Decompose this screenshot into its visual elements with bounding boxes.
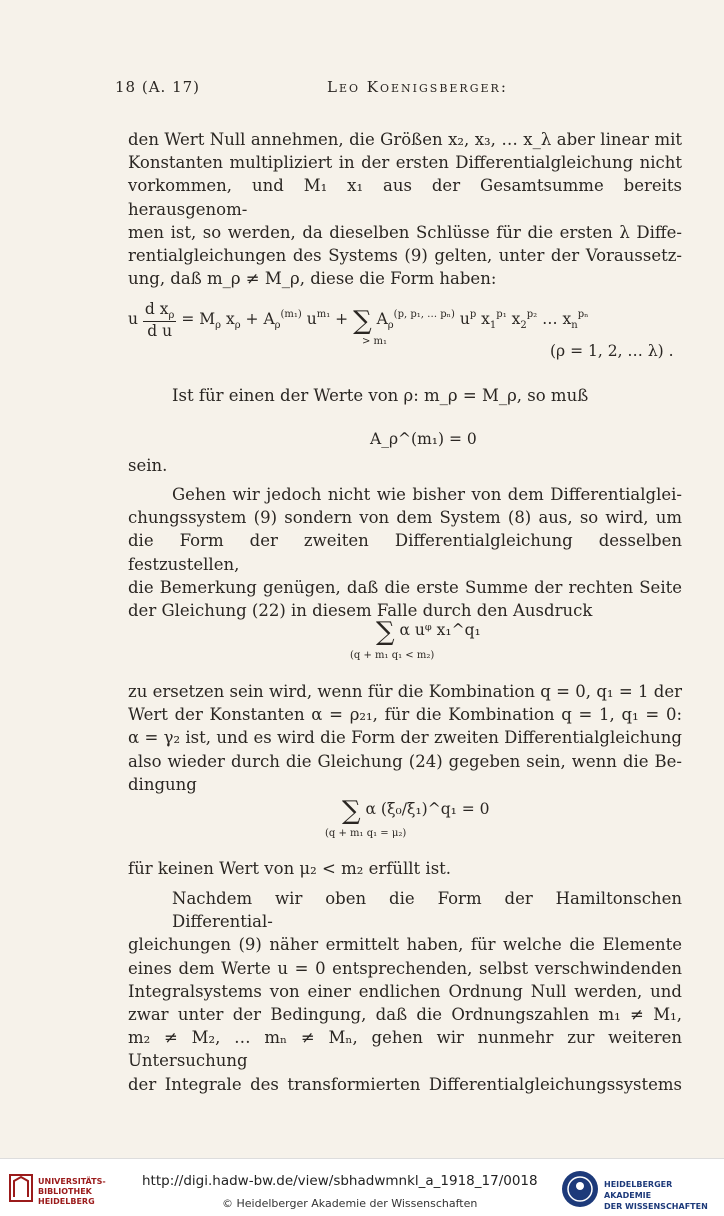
sum-limit: (q + m₁ q₁ = μ₂) <box>325 828 407 839</box>
logo-text: HEIDELBERG <box>38 1197 95 1206</box>
text-line: die Bemerkung genügen, daß die erste Summe der rechten Seite <box>128 577 682 597</box>
range-text: (ρ = 1, 2, … λ) . <box>550 342 674 360</box>
sum-limit: (q + m₁ q₁ < m₂) <box>350 650 435 661</box>
text-line: den Wert Null annehmen, die Größen x₂, x₃, … x_λ aber linear mit <box>128 130 682 149</box>
academy-seal-icon <box>560 1169 600 1209</box>
paragraph-1 <box>128 128 682 290</box>
eq-text: d u <box>147 322 173 340</box>
eq-fraction: $\frac{d x_\rho}{\text{d u}}$ <box>144 300 175 340</box>
copyright-text: © Heidelberger Akademie der Wissenschaften <box>222 1197 478 1210</box>
page-number: 18 (A. 17) <box>115 78 201 96</box>
text-line: Ist für einen der Werte von ρ: m_ρ = M_ρ, so muß <box>172 386 589 405</box>
text-line: der Gleichung (22) in diesem Falle durch den Ausdruck <box>128 601 593 621</box>
eq-text: = M <box>181 310 216 328</box>
header-author: Leo Koenigsberger: <box>327 78 508 96</box>
sum-limit: > m₁ <box>362 336 388 347</box>
source-url-link[interactable]: http://digi.hadw-bw.de/view/sbhadwmnkl_a_1918_17/0018 <box>142 1173 538 1189</box>
text-line: chungssystem (9) sondern von dem System (8) aus, so wird, um <box>128 508 682 528</box>
text-line: ung, daß m_ρ ≠ M_ρ, diese die Form haben: <box>128 269 497 289</box>
text-line: Nachdem wir oben die Form der Hamiltonschen Differential- <box>172 889 682 932</box>
text-line: men ist, so werden, da dieselben Schlüsse für die ersten λ Diffe- <box>128 222 682 242</box>
logo-text: UNIVERSITÄTS- <box>38 1177 106 1186</box>
eq-text: d x <box>144 300 169 318</box>
text-line: zu ersetzen sein wird, wenn für die Kombination q = 0, q₁ = 1 der <box>128 682 682 701</box>
logo-text: DER WISSENSCHAFTEN <box>604 1202 708 1211</box>
text-line: α = γ₂ ist, und es wird die Form der zweiten Differentialgleichung <box>128 728 682 748</box>
text-line: Integralsystems von einer endlichen Ordnung Null werden, und <box>128 981 682 1001</box>
paragraph-ist <box>172 384 682 407</box>
library-emblem-icon <box>8 1171 34 1205</box>
text-line: dingung <box>128 774 197 794</box>
paragraph-2 <box>128 483 682 622</box>
sum-symbol: ∑ <box>376 617 395 647</box>
logo-text: HEIDELBERGER AKADEMIE <box>604 1180 673 1200</box>
text-line: sein. <box>128 456 168 475</box>
text-line: gleichungen (9) näher ermittelt haben, für welche die Elemente <box>128 935 682 955</box>
university-library-logo <box>8 1169 138 1209</box>
text-line: Konstanten multipliziert in der ersten Differentialgleichung nicht <box>128 153 682 173</box>
paragraph-4 <box>128 887 682 1096</box>
logo-text: BIBLIOTHEK <box>38 1187 92 1196</box>
paragraph-fuer <box>128 857 682 880</box>
sum-symbol: ∑ <box>353 306 372 336</box>
eq-text: α (ξ₀/ξ₁)^q₁ = 0 <box>365 800 490 818</box>
text-line: also wieder durch die Gleichung (24) gegeben sein, wenn die Be- <box>128 751 682 771</box>
sum-symbol: ∑ <box>342 796 361 826</box>
text-line: der Integrale des transformierten Differentialgleichungssystems <box>128 1074 682 1094</box>
text-line: rentialgleichungen des Systems (9) gelten, unter der Voraussetz- <box>128 246 682 266</box>
eq-text: + A <box>245 310 275 328</box>
text-line: m₂ ≠ M₂, … mₙ ≠ Mₙ, gehen wir nunmehr zur weiteren Untersuchung <box>128 1028 682 1071</box>
equation-2: A_ρ^(m₁) = 0 <box>370 430 477 448</box>
text-line: die Form der zweiten Differentialgleichung desselben festzustellen, <box>128 531 682 574</box>
paragraph-3 <box>128 680 682 796</box>
footer-bar <box>0 1158 724 1216</box>
academy-logo <box>560 1167 720 1211</box>
text-line: eines dem Werte u = 0 entsprechenden, selbst verschwindenden <box>128 958 682 978</box>
paragraph-sein <box>128 454 682 477</box>
text-line: für keinen Wert von μ₂ < m₂ erfüllt ist. <box>128 859 452 878</box>
eq-text: u <box>128 310 138 328</box>
text-line: vorkommen, und M₁ x₁ aus der Gesamtsumme bereits herausgenom- <box>128 176 682 219</box>
eq-text: α uᵠ x₁^q₁ <box>399 621 481 639</box>
text-line: Wert der Konstanten α = ρ₂₁, für die Kombination q = 1, q₁ = 0: <box>128 705 682 725</box>
text-line: Gehen wir jedoch nicht wie bisher von dem Differentialglei- <box>172 485 682 504</box>
text-line: zwar unter der Bedingung, daß die Ordnungszahlen m₁ ≠ M₁, <box>128 1005 682 1025</box>
